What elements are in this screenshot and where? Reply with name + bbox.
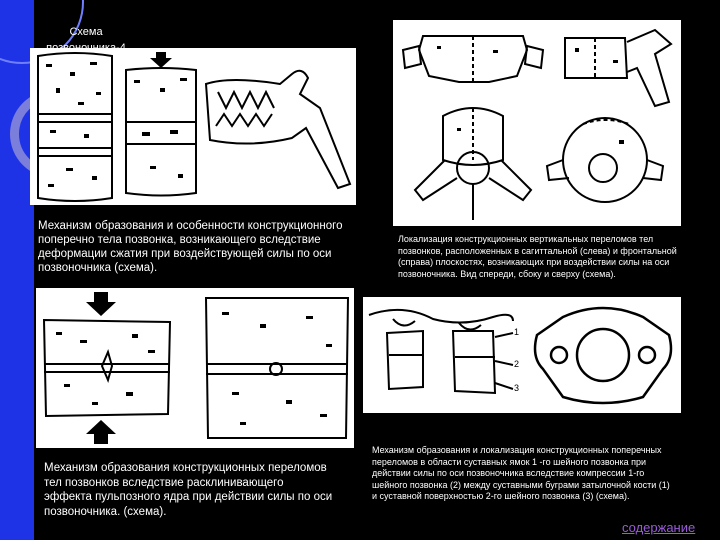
label-3: 3 xyxy=(514,383,520,393)
figure-cervical-fracture xyxy=(363,297,681,413)
atlas-top-view xyxy=(535,308,671,403)
caption-compression: Механизм образования и особенности конструкционного поперечно тела позвонка, возникающего вследствие деформации сжатия при воздействующей силы по оси позвоночника (схема). xyxy=(38,220,343,274)
figure-wedging-mechanism xyxy=(36,288,354,448)
label-2: 2 xyxy=(514,359,520,369)
vertebra-top-right xyxy=(547,118,663,202)
caption-localization: Локализация конструкционных вертикальных переломов тел позвонков, расположенных в сагиттальной (слева) и фронтальной (справа) плоскостях, возникающих при воздействии силы на оси позвоночника. Вид спереди, сбоку и сверху (схема). xyxy=(398,234,677,279)
caption-wedging: Механизм образования конструкционных переломов тел позвонков вследствие расклинивающего эффекта пульпозного ядра при действии силы по оси позвоночника. (схема). xyxy=(44,462,333,518)
slide-title: Схема xyxy=(69,26,103,38)
vertebra-compressed xyxy=(126,68,196,196)
contents-link[interactable]: содержание xyxy=(622,520,696,535)
vertebra-lateral xyxy=(206,71,350,188)
atlas-axis-lateral xyxy=(387,331,513,393)
skull-condyles xyxy=(369,310,513,330)
figure-fracture-localization xyxy=(393,20,681,226)
arrow-down-icon xyxy=(150,52,172,68)
figure-compression-mechanism xyxy=(30,48,356,205)
vertebra-front-left xyxy=(403,36,543,82)
vertebra-top-left xyxy=(415,108,531,220)
label-1: 1 xyxy=(514,327,520,337)
caption-cervical: Механизм образования и локализация конструкционных поперечных переломов в области суставных ямок 1 -го шейного позвонка при действии силы по оси позвоночника вследствие компрессии 1-го шейного позвонка (2) между суставными буграми затылочной кости (1) и суставной поверхностью 2-го шейного позвонка (3) (схема). xyxy=(372,445,670,501)
vertebra-side-right xyxy=(565,30,671,106)
arrow-down-icon xyxy=(86,292,116,316)
side-accent-bar xyxy=(0,0,34,540)
vertebra-wedged xyxy=(44,320,170,416)
arrow-up-icon xyxy=(86,420,116,444)
